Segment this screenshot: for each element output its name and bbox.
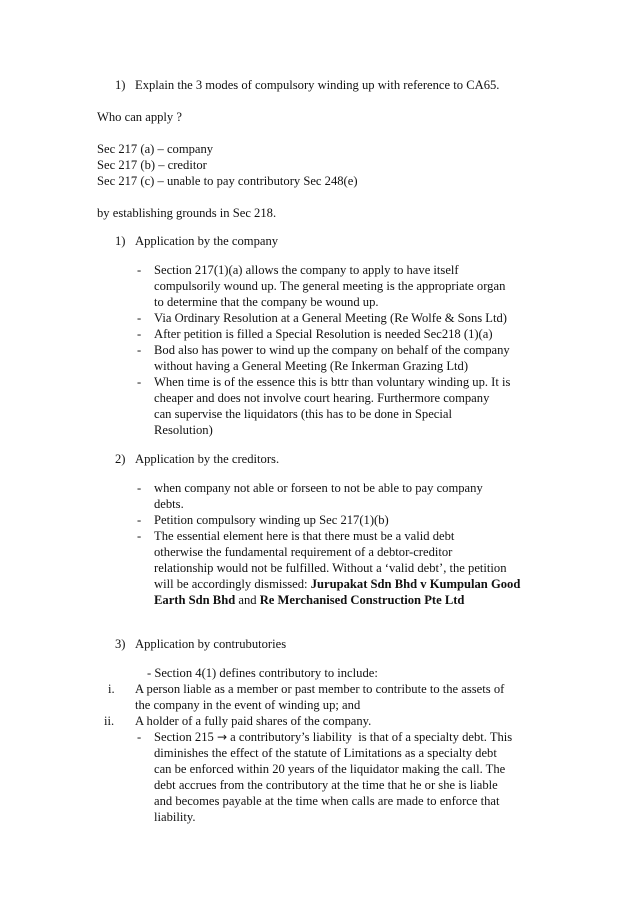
bullet-dash: -	[137, 529, 142, 543]
part3-intro: - Section 4(1) defines contributory to include:	[147, 666, 378, 680]
part1-heading: Application by the company	[135, 234, 279, 248]
sub-bullet-line: can be enforced within 20 years of the liquidator making the call. The	[154, 762, 506, 776]
bullet-line: Section 217(1)(a) allows the company to apply to have itself	[154, 263, 459, 277]
item-line: A person liable as a member or past member to contribute to the assets of	[135, 682, 505, 696]
question-number: 1)	[115, 78, 126, 92]
case-citation-line	[154, 592, 464, 608]
part2-heading: Application by the creditors.	[135, 452, 280, 466]
section-line: Sec 217 (b) – creditor	[97, 158, 207, 172]
bullet-line: After petition is filled a Special Resolution is needed Sec218 (1)(a)	[154, 327, 493, 341]
bullet-line: compulsorily wound up. The general meeting is the appropriate organ	[154, 279, 506, 293]
bullet-line: cheaper and does not involve court hearing. Furthermore company	[154, 391, 490, 405]
part1-number: 1)	[115, 234, 126, 248]
bullet-line: The essential element here is that there must be a valid debt	[154, 529, 455, 543]
bullet-line: Bod also has power to wind up the company on behalf of the company	[154, 343, 510, 357]
case-citation-line	[154, 576, 520, 592]
bullet-line: Resolution)	[154, 423, 213, 437]
sub-bullet-line: liability.	[154, 810, 196, 824]
bullet-line: debts.	[154, 497, 184, 511]
arrow-icon: →	[216, 730, 228, 744]
bullet-line: can supervise the liquidators (this has to be done in Special	[154, 407, 452, 421]
part2-number: 2)	[115, 452, 126, 466]
bullet-dash: -	[137, 513, 142, 527]
bullet-line: when company not able or forseen to not be able to pay company	[154, 481, 483, 495]
grounds-line: by establishing grounds in Sec 218.	[97, 206, 277, 220]
bullet-dash: -	[137, 343, 142, 357]
sub-bullet-first-line	[154, 729, 512, 745]
sub-bullet-line: diminishes the effect of the statute of Limitations as a specialty debt	[154, 746, 497, 760]
bullet-dash: -	[137, 263, 142, 277]
case-name: Jurupakat Sdn Bhd v Kumpulan Good	[310, 577, 521, 591]
section-line: Sec 217 (a) – company	[97, 142, 214, 156]
bullet-dash: -	[137, 481, 142, 495]
part3-number: 3)	[115, 637, 126, 651]
who-can-apply: Who can apply ?	[97, 110, 182, 124]
bullet-line: without having a General Meeting (Re Inkerman Grazing Ltd)	[154, 359, 469, 373]
section-line: Sec 217 (c) – unable to pay contributory Sec 248(e)	[97, 174, 358, 188]
sub-bullet-suffix: a contributory’s liability is that of a specialty debt. This	[227, 730, 513, 744]
item-line: A holder of a fully paid shares of the company.	[135, 714, 372, 728]
roman-numeral: ii.	[104, 714, 115, 728]
case-conjunction: and	[235, 593, 260, 607]
case-name: Re Merchanised Construction Pte Ltd	[259, 593, 465, 607]
bullet-line: When time is of the essence this is bttr than voluntary winding up. It is	[154, 375, 511, 389]
bullet-dash: -	[137, 730, 142, 744]
bullet-line: Via Ordinary Resolution at a General Meeting (Re Wolfe & Sons Ltd)	[154, 311, 507, 325]
sub-bullet-prefix: Section 215	[154, 730, 217, 744]
bullet-dash: -	[137, 375, 142, 389]
bullet-line: otherwise the fundamental requirement of a debtor-creditor	[154, 545, 453, 559]
item-line: the company in the event of winding up; and	[135, 698, 361, 712]
bullet-line: Petition compulsory winding up Sec 217(1)(b)	[154, 513, 389, 527]
bullet-line: to determine that the company be wound up.	[154, 295, 379, 309]
bullet-line: relationship would not be fulfilled. Without a ‘valid debt’, the petition	[154, 561, 507, 575]
roman-numeral: i.	[108, 682, 115, 696]
bullet-line: will be accordingly dismissed:	[154, 577, 311, 591]
case-name: Earth Sdn Bhd	[154, 593, 236, 607]
part3-heading: Application by contrubutories	[135, 637, 287, 651]
bullet-dash: -	[137, 327, 142, 341]
sub-bullet-line: debt accrues from the contributory at the time that he or she is liable	[154, 778, 498, 792]
sub-bullet-line: and becomes payable at the time when calls are made to enforce that	[154, 794, 500, 808]
bullet-dash: -	[137, 311, 142, 325]
question-text: Explain the 3 modes of compulsory winding up with reference to CA65.	[135, 78, 500, 92]
